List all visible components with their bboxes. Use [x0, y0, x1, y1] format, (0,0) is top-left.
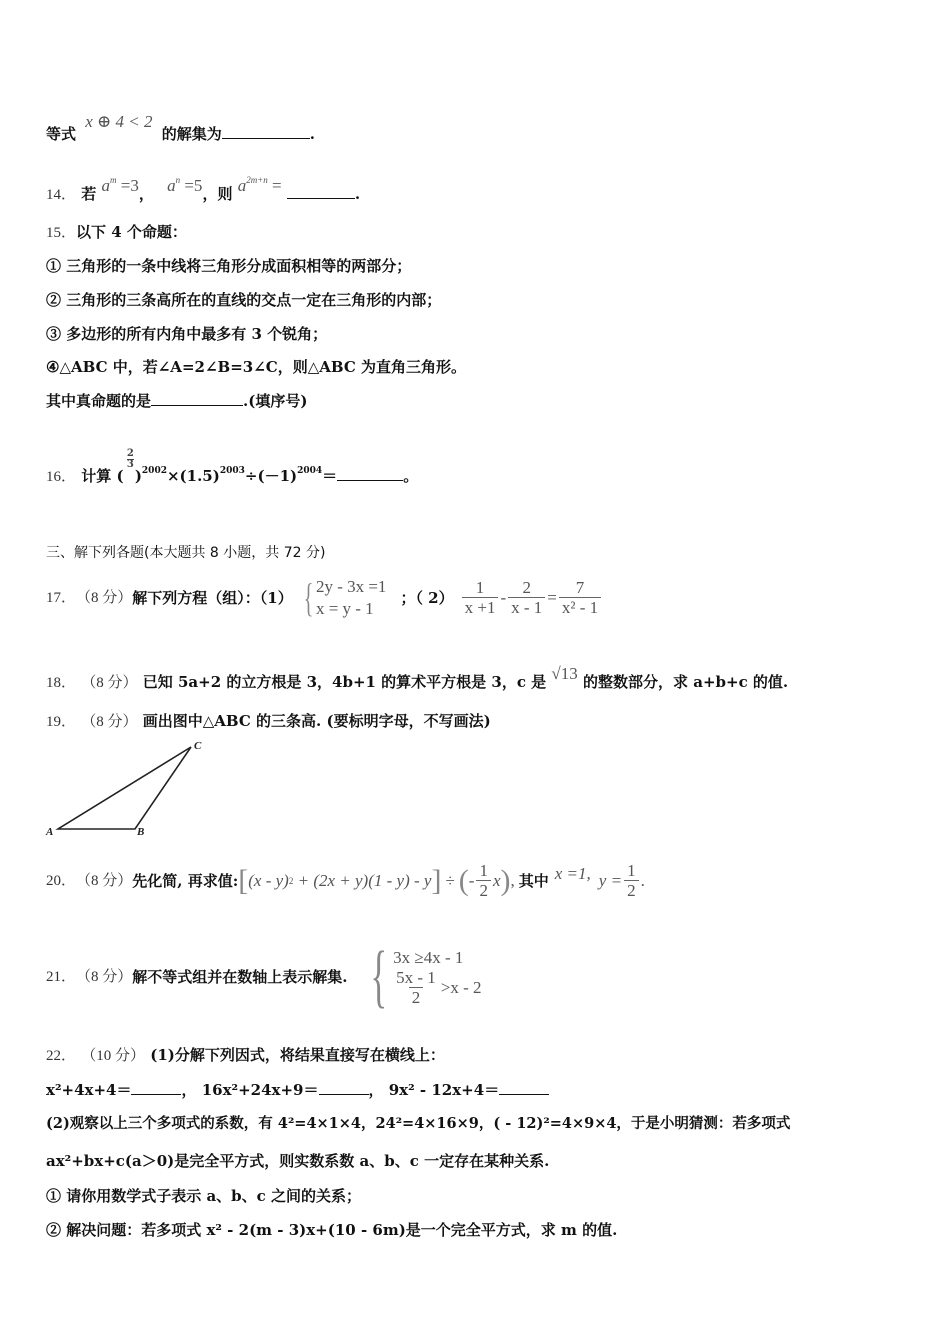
vertex-label-c: C	[194, 740, 202, 752]
q14-expr1: $a^m =3$	[101, 175, 139, 195]
q19-text: 画出图中△ABC 的三条高. (要标明字母，不写画法)	[142, 712, 491, 730]
question-18	[46, 664, 788, 693]
q20-cond1: x =1,	[554, 864, 591, 883]
question-score: （8 分）	[76, 590, 133, 606]
question-17	[46, 570, 603, 626]
factor-expr-3: 9x² - 12x+4＝	[388, 1081, 500, 1099]
vertex-label-b: B	[137, 826, 145, 837]
q14-expr3: $a^{2m+n}$ =	[237, 175, 282, 195]
question-22	[46, 1045, 445, 1066]
q22-part2-line1: (2)观察以上三个多项式的系数，有 4²=4×1×4，24²=4×16×9，( - 12)²=4×9×4，于是小明猜测：若多项式	[46, 1115, 791, 1132]
q22-sub1: ① 请你用数学式子表示 a、b、c 之间的关系；	[46, 1187, 362, 1205]
q18-sqrt: √13	[551, 664, 578, 683]
answer-blank[interactable]	[151, 391, 243, 406]
q18-text1: 已知 5a+2 的立方根是 3，4b+1 的算术平方根是 3，c 是	[142, 673, 547, 691]
question-score: （8 分）	[76, 873, 133, 889]
brace-icon: {	[369, 938, 387, 1015]
question-21	[46, 936, 482, 1018]
q18-text2: 的整数部分，求 a+b+c 的值.	[583, 673, 789, 691]
q16-mid1: ×(1.5)	[166, 467, 220, 485]
section-title: 三、解下列各题(本大题共 8 小题，共 72 分)	[46, 545, 326, 561]
question-score: （10 分）	[81, 1048, 146, 1064]
q14-sep1: ，	[138, 185, 154, 203]
q13-end: .	[309, 125, 315, 143]
q15-item-2: ② 三角形的三条高所在的直线的交点一定在三角形的内部；	[46, 291, 442, 309]
question-20	[46, 856, 645, 906]
question-number: 22．	[46, 1048, 77, 1064]
q15-item-1: ① 三角形的一条中线将三角形分成面积相等的两部分；	[46, 257, 412, 275]
q17-text: 解下列方程（组）：（1）	[132, 589, 293, 607]
question-15-title	[46, 222, 187, 243]
q20-text: 先化简, 再求值:	[132, 872, 239, 890]
q16-label: 计算 (	[81, 467, 124, 485]
factor-expr-1: x²+4x+4＝	[46, 1081, 132, 1099]
q20-expression: [ (x - y) 2 + (2x + y)(1 - y) - y ] ÷ ( - $\frac{1}{2}$ x ) ,	[238, 860, 515, 900]
q16-exp2: 2003	[219, 466, 245, 476]
q13-suffix: 的解集为	[161, 125, 222, 143]
q21-inequality-system: { 3x ≥4x - 1 $\frac{5x - 1}{2}$ >x - 2	[369, 938, 482, 1015]
q22-part1-title: (1)分解下列因式，将结果直接写在横线上：	[150, 1046, 445, 1064]
answer-blank[interactable]	[287, 184, 355, 199]
question-number: 20．	[46, 873, 77, 889]
question-number: 16．	[46, 469, 77, 485]
factor-expr-2: 16x²+24x+9＝	[201, 1081, 319, 1099]
answer-blank[interactable]	[499, 1080, 549, 1095]
question-number: 17．	[46, 590, 77, 606]
q17-fraction-equation: $\frac{1}{x +1}$ - $\frac{2}{x - 1}$ = $\frac{7}{\text{x² - 1}}$	[460, 579, 604, 618]
question-number: 14．	[46, 187, 77, 203]
q22-sub2: ② 解决问题：若多项式 x² - 2(m - 3)x+(10 - 6m)是一个完全平方式，求 m 的值.	[46, 1221, 618, 1239]
q16-close: )	[134, 467, 142, 485]
q15-question	[46, 391, 307, 411]
q17-equation-system: { 2y - 3x =1 x = y - 1	[303, 575, 387, 620]
question-number: 21．	[46, 969, 77, 985]
question-14	[46, 170, 360, 205]
q16-mid2: ÷(－1)	[244, 467, 298, 485]
q16-exp1: 2002	[141, 466, 167, 476]
q22-part2-line2: ax²+bx+c(a＞0)是完全平方式，则实数系数 a、b、c 一定存在某种关系.	[46, 1152, 550, 1170]
q16-eq: ＝	[322, 467, 338, 485]
q14-sep2: ，则	[202, 185, 233, 203]
question-number: 15．	[46, 225, 77, 241]
question-19	[46, 711, 491, 732]
q15-item-3: ③ 多边形的所有内角中最多有 3 个锐角；	[46, 325, 328, 343]
answer-blank[interactable]	[337, 466, 403, 481]
q14-if: 若	[81, 185, 97, 203]
q13-prefix: 等式	[46, 125, 77, 143]
question-score: （8 分）	[76, 969, 133, 985]
vertex-label-a: A	[46, 826, 54, 837]
brace-icon: {	[303, 575, 314, 620]
question-13-tail	[46, 112, 315, 144]
q17-sep: ；（ 2）	[400, 589, 454, 607]
q15-question-end: .(填序号)	[243, 392, 308, 410]
question-number: 18．	[46, 675, 77, 691]
question-16: 16． 计算 ( 2 3 )$^{2002}\times(1.5)^{2003}\div(-1)^{2004}=$ 。	[46, 448, 419, 485]
q14-end: .	[354, 185, 361, 203]
question-score: （8 分）	[81, 675, 138, 691]
q22-factor-line: x²+4x+4＝ ， 16x²+24x+9＝ ， 9x² - 12x+4＝	[46, 1080, 549, 1100]
question-score: （8 分）	[81, 714, 138, 730]
triangle-abc-figure	[44, 737, 214, 841]
q16-end: 。	[403, 467, 419, 485]
q15-title: 以下 4 个命题：	[76, 223, 187, 241]
q20-cond2: y = $\frac{1}{2}$ .	[598, 860, 645, 900]
answer-blank[interactable]	[319, 1080, 369, 1095]
q16-exp3: 2004	[297, 466, 323, 476]
q20-where: 其中	[518, 872, 549, 890]
question-number: 19．	[46, 714, 77, 730]
q15-question-text: 其中真命题的是	[46, 392, 152, 410]
q13-math: x ⊕ 4 < 2	[85, 112, 153, 131]
answer-blank[interactable]	[222, 124, 310, 139]
answer-blank[interactable]	[131, 1080, 181, 1095]
q14-expr2: $a^n =5$	[167, 175, 203, 195]
q21-text: 解不等式组并在数轴上表示解集.	[132, 968, 348, 986]
q15-item-4: ④△ABC 中，若∠A=2∠B=3∠C，则△ABC 为直角三角形。	[46, 358, 467, 376]
